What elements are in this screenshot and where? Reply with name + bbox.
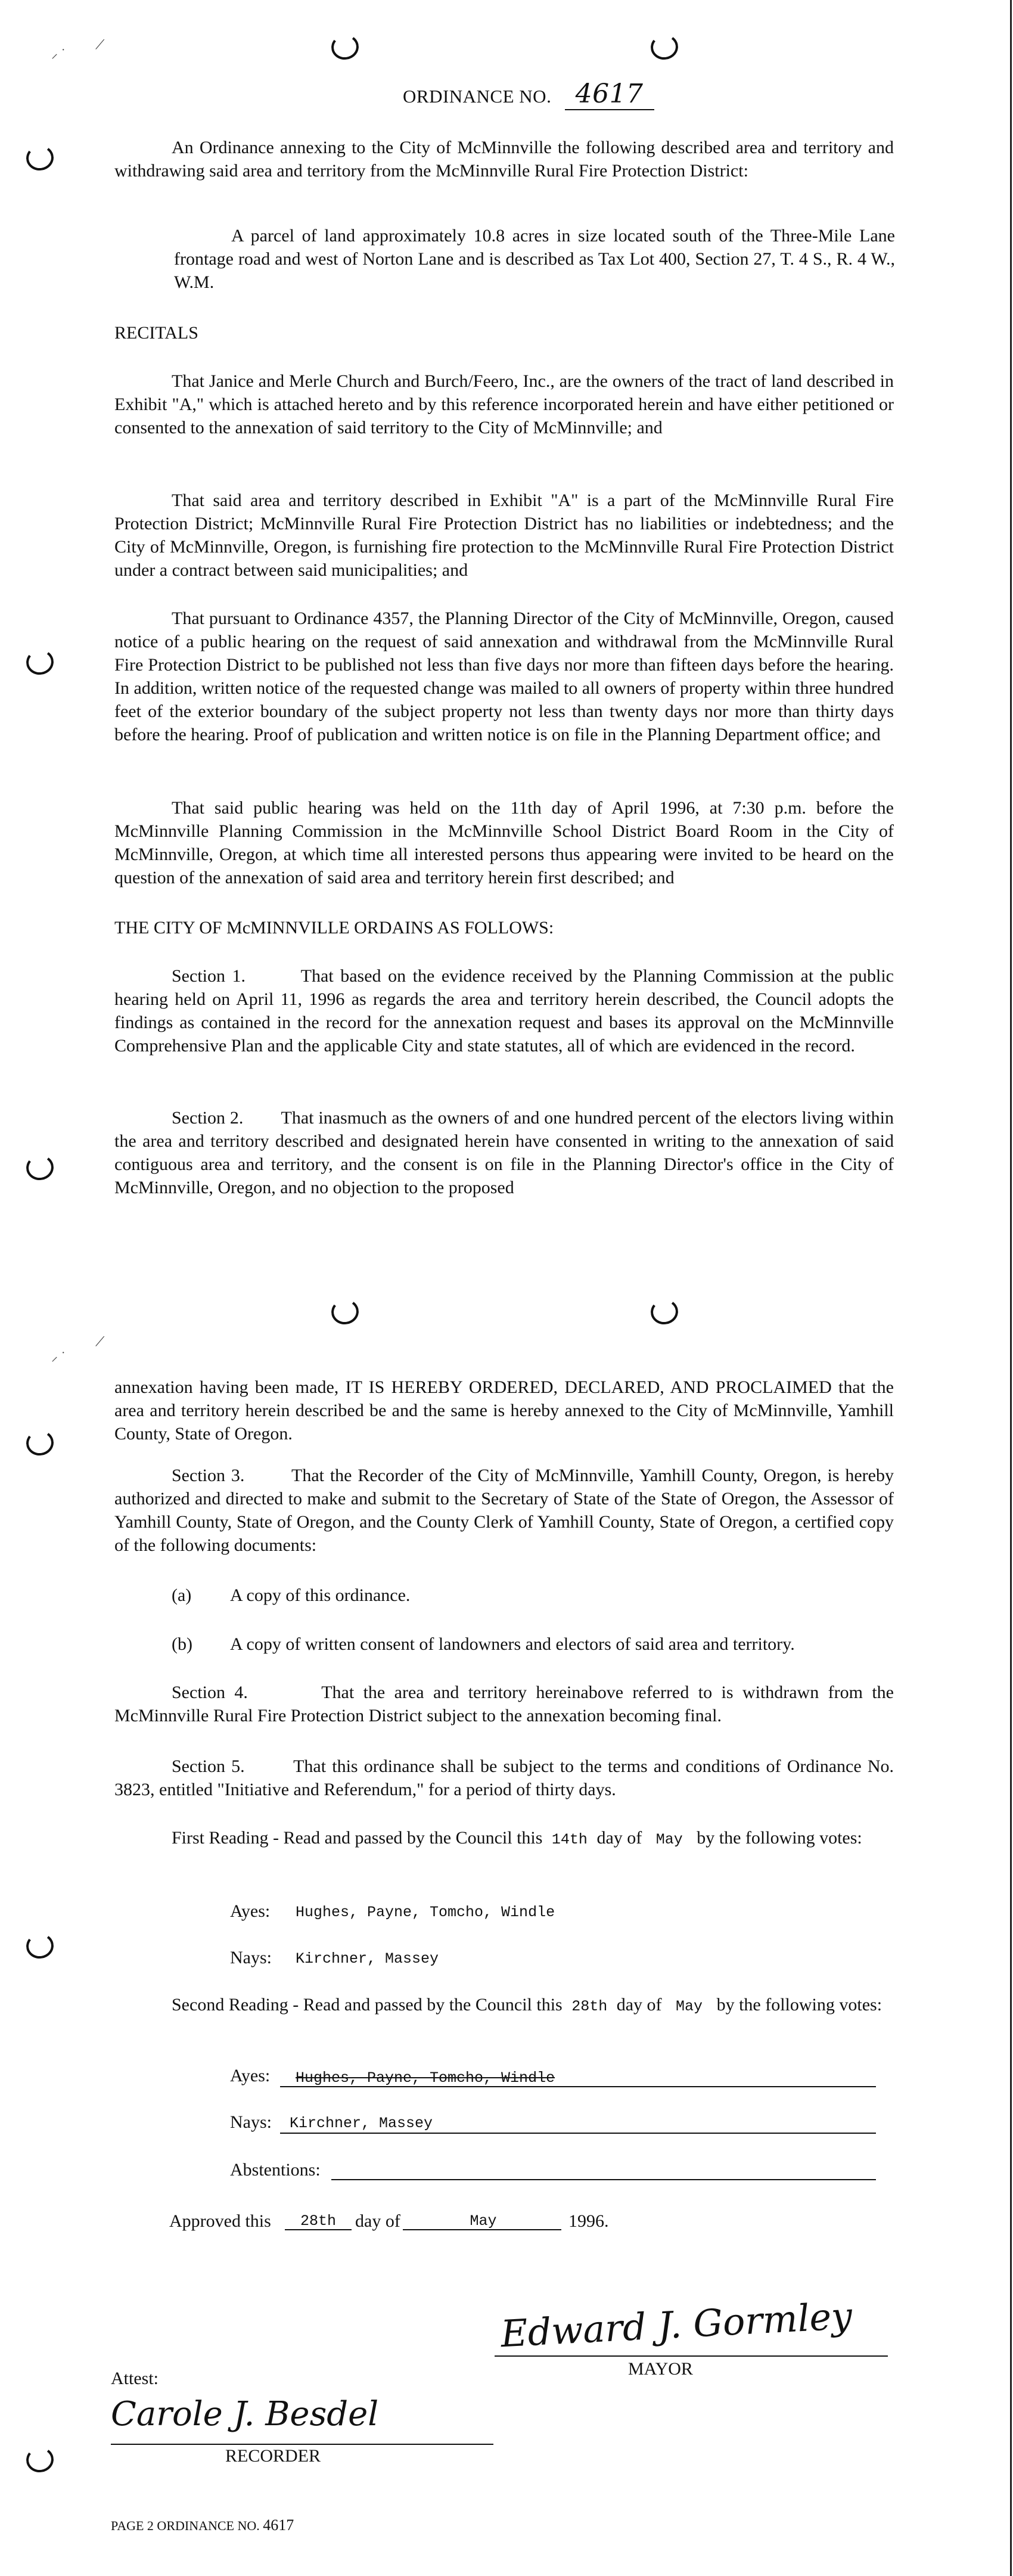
section-text: That this ordinance shall be subject to the terms and conditions of Ordinance No. 3823, entitled "Initiative and Referendum," for a period of thirty days.	[114, 1756, 894, 1799]
page-edge	[1010, 0, 1012, 1264]
abstentions-line	[331, 2179, 876, 2180]
ordinance-page-2	[0, 1264, 1013, 2576]
list-item-b	[172, 1634, 795, 1655]
mayor-label: MAYOR	[628, 2359, 693, 2379]
second-nays-label: Nays:	[230, 2112, 272, 2132]
punch-hole-top-right	[649, 1298, 679, 1326]
recorder-label: RECORDER	[225, 2446, 321, 2466]
ordinance-page-1	[0, 0, 1013, 1264]
second-reading-month: May	[676, 1998, 703, 2015]
annexation-continuation: annexation having been made, IT IS HEREBY ORDERED, DECLARED, AND PROCLAIMED that the area and territory herein described be and the same is hereby annexed to the City of McMinnville, Yamhill County, State of Oregon.	[114, 1377, 894, 1444]
recital-paragraph: That Janice and Merle Church and Burch/Feero, Inc., are the owners of the tract of land described in Exhibit "A," which is attached hereto and by this reference incorporated herein and have either petitioned or consented to the annexation of said territory to the City of McMinnville; and	[114, 371, 894, 437]
recorder-signature: Carole J. Besdel	[111, 2395, 379, 2434]
first-nays-label: Nays:	[230, 1948, 272, 1967]
section-label: Section 2.	[172, 1108, 244, 1128]
footer-number: 4617	[263, 2516, 294, 2534]
scan-mark: ⟋	[95, 37, 105, 52]
first-reading-day: 14th	[551, 1831, 588, 1848]
approved-day: 28th	[300, 2212, 336, 2230]
punch-hole-top-left	[330, 1298, 360, 1326]
first-ayes-value: Hughes, Payne, Tomcho, Windle	[296, 1904, 555, 1921]
punch-hole-margin	[24, 1153, 55, 1182]
second-reading-day: 28th	[571, 1998, 608, 2015]
approved-month-line	[403, 2229, 561, 2230]
punch-hole-margin	[24, 2445, 55, 2474]
first-nays-value: Kirchner, Massey	[296, 1950, 439, 1967]
abstentions-label: Abstentions:	[230, 2160, 321, 2180]
punch-hole-margin	[24, 1429, 55, 1457]
mayor-signature-line	[495, 2355, 888, 2357]
section-label: Section 5.	[172, 1756, 245, 1776]
parcel-description: A parcel of land approximately 10.8 acres in size located south of the Three-Mile Lane frontage road and west of Norton Lane and is described as Tax Lot 400, Section 27, T. 4 S., R. 4 W., W.M.	[174, 226, 895, 292]
approved-dayof: day of	[355, 2211, 400, 2231]
recital-paragraph: That pursuant to Ordinance 4357, the Planning Director of the City of McMinnville, Oregon, caused notice of a public hearing on the request of said annexation and withdrawal from the McMinnville Rural Fire Protection District to be published not less than five days nor more than fifteen days before the hearing. In addition, written notice of the requested change was mailed to all owners of property within three hundred feet of the exterior boundary of the subject property not less than twenty days nor more than thirty days before the hearing. Proof of publication and written notice is on file in the Planning Department office; and	[114, 609, 894, 744]
second-ayes-label: Ayes:	[230, 2066, 271, 2085]
attest-label: Attest:	[111, 2369, 159, 2388]
approved-day-line	[285, 2229, 352, 2230]
ordinance-number-handwritten: 4617	[565, 79, 654, 110]
punch-hole-top-right	[649, 33, 679, 61]
first-reading-month: May	[655, 1831, 683, 1848]
list-item-label: (b)	[172, 1634, 192, 1654]
section-text: That the Recorder of the City of McMinnville, Yamhill County, Oregon, is hereby authorized and directed to make and submit to the Secretary of State of the State of Oregon, the Assessor of Yamhill County, State of Oregon, and the County Clerk of Yamhill County, State of Oregon, a certified copy of the following documents:	[114, 1466, 894, 1555]
approved-text: Approved this	[169, 2211, 271, 2231]
second-reading-text: Second Reading - Read and passed by the Council this	[172, 1995, 563, 2015]
ordinance-title-prefix: ORDINANCE NO.	[403, 86, 552, 107]
mayor-signature: Edward J. Gormley	[499, 2293, 853, 2356]
page-footer	[111, 2516, 294, 2534]
first-reading	[114, 1826, 894, 1851]
scan-mark: ⟋	[95, 1334, 105, 1349]
nays-line	[280, 2133, 876, 2134]
page-edge	[1010, 1264, 1012, 2576]
scan-mark: ⸝ ˙	[51, 1349, 66, 1364]
section-text: That inasmuch as the owners of and one hundred percent of the electors living within the area and territory described and designated herein have consented in writing to the annexation of said contiguous area and territory, and the consent is on file in the Planning Director's office in the City of McMinnville, Oregon, and no objection to the proposed	[114, 1108, 894, 1197]
section-5	[114, 1755, 894, 1801]
first-reading-text: First Reading - Read and passed by the Council this	[172, 1828, 543, 1848]
second-reading-votes: by the following votes:	[716, 1995, 883, 2015]
punch-hole-margin	[24, 1932, 55, 1960]
list-item-text: A copy of written consent of landowners and electors of said area and territory.	[230, 1634, 795, 1654]
approved-year: 1996.	[568, 2211, 609, 2231]
second-nays-value: Kirchner, Massey	[290, 2115, 433, 2132]
section-label: Section 1.	[172, 966, 246, 986]
first-reading-dayof: day of	[596, 1828, 642, 1848]
punch-hole-top-left	[330, 33, 360, 61]
section-4	[114, 1681, 894, 1727]
section-text: That the area and territory hereinabove referred to is withdrawn from the McMinnville Rural Fire Protection District subject to the annexation becoming final.	[114, 1683, 894, 1725]
punch-hole-margin	[24, 144, 55, 172]
scan-mark: ⸝ ˙	[51, 46, 66, 61]
list-item-text: A copy of this ordinance.	[230, 1585, 411, 1605]
recital-paragraph: That said public hearing was held on the 11th day of April 1996, at 7:30 p.m. before the McMinnville Planning Commission in the McMinnville School District Board Room in the City of McMinnville, Oregon, at which time all interested persons thus appearing were invited to be heard on the question of the annexation of said area and territory herein first described; and	[114, 798, 894, 887]
recital-paragraph: That said area and territory described in Exhibit "A" is a part of the McMinnville Rural Fire Protection District; McMinnville Rural Fire Protection District has no liabilities or indebtedness; and the City of McMinnville, Oregon, is furnishing fire protection to the McMinnville Rural Fire Protection District under a contract between said municipalities; and	[114, 491, 894, 580]
ayes-line	[280, 2086, 876, 2087]
section-3	[114, 1464, 894, 1557]
approved-month: May	[470, 2212, 497, 2230]
list-item-label: (a)	[172, 1585, 192, 1605]
list-item-a	[172, 1585, 411, 1606]
first-ayes-label: Ayes:	[230, 1901, 271, 1921]
second-reading-dayof: day of	[616, 1995, 662, 2015]
section-1	[114, 964, 894, 1057]
ordinance-intro: An Ordinance annexing to the City of McMinnville the following described area and territory and withdrawing said area and territory from the McMinnville Rural Fire Protection District:	[114, 138, 894, 181]
first-reading-votes: by the following votes:	[697, 1828, 862, 1848]
ordains-heading: THE CITY OF McMINNVILLE ORDAINS AS FOLLOWS:	[114, 918, 554, 938]
section-label: Section 3.	[172, 1466, 245, 1485]
recitals-heading: RECITALS	[114, 323, 198, 343]
ordinance-title	[403, 79, 654, 110]
section-label: Section 4.	[172, 1683, 248, 1702]
second-reading	[114, 1993, 894, 2018]
section-text: That based on the evidence received by the Planning Commission at the public hearing held on April 11, 1996 as regards the area and territory herein described, the Council adopts the findings as contained in the record for the annexation request and bases its approval on the McMinnville Comprehensive Plan and the applicable City and state statutes, all of which are evidenced in the record.	[114, 966, 894, 1056]
footer-text: PAGE 2 ORDINANCE NO.	[111, 2518, 260, 2533]
recorder-signature-line	[111, 2444, 493, 2445]
punch-hole-margin	[24, 648, 55, 676]
second-ayes-value: Hughes, Payne, Tomcho, Windle	[296, 2069, 555, 2087]
section-2	[114, 1106, 894, 1199]
